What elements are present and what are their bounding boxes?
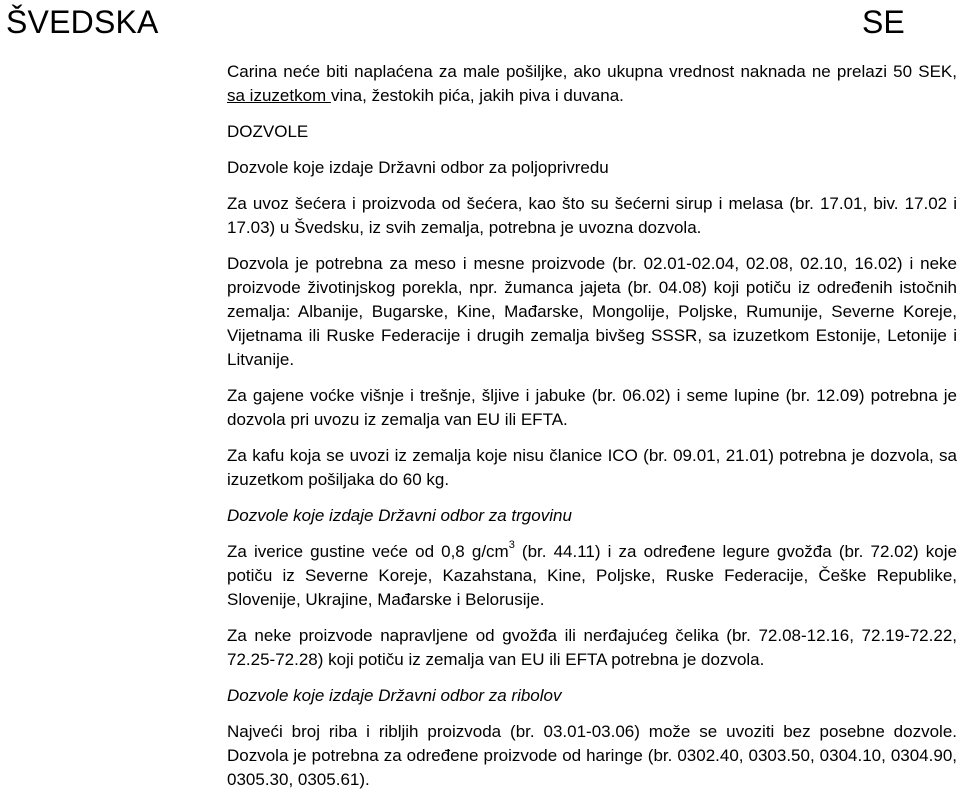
fruit-trees-permit-paragraph: Za gajene voćke višnje i trešnje, šljive i jabuke (br. 06.02) i seme lupine (br. 12.09) potrebna je dozvola pri uvozu iz zemalja van EU ili EFTA.: [227, 386, 957, 429]
subheading-agriculture-board: Dozvole koje izdaje Državni odbor za poljoprivredu: [227, 158, 609, 177]
underlined-text: sa izuzetkom: [227, 86, 331, 105]
meat-permit-paragraph: Dozvola je potrebna za meso i mesne proizvode (br. 02.01-02.04, 02.08, 02.10, 16.02) i neke proizvode životinjskog porekla, npr. žumanca jajeta (br. 04.08) koji potiču iz određenih istočnih zemalja: Albanije, Bugarske, Kine, Mađarske, Mongolije, Poljske, Rumunije, Severne Koreje, Vijetnama ili Ruske Federacije i drugih zemalja bivšeg SSSR, sa izuzetkom Estonije, Letonije i Litvanije.: [227, 254, 957, 369]
paragraph-text: Carina neće biti naplaćena za male pošiljke, ako ukupna vrednost naknada ne prelazi 50 SEK,: [227, 62, 957, 81]
country-code: SE: [862, 4, 905, 40]
sugar-permit-paragraph: Za uvoz šećera i proizvoda od šećera, kao što su šećerni sirup i melasa (br. 17.01, biv. 17.02 i 17.03) u Švedsku, iz svih zemalja, potrebna je uvozna dozvola.: [227, 194, 957, 237]
fish-permit-paragraph: Najveći broj riba i ribljih proizvoda (br. 03.01-03.06) može se uvoziti bez posebne dozvole. Dozvola je potrebna za određene proizvode od haringe (br. 0302.40, 0303.50, 0304.10, 0304.90, 0305.30, 0305.61).: [227, 722, 957, 789]
paragraph-text: (br. 44.11) i za određene legure gvožđa (br. 72.02) koje potiču iz Severne Koreje, Kazahstana, Kine, Poljske, Ruske Federacije, Češke Republike, Slovenije, Ukrajine, Mađarske i Belorusije.: [227, 542, 957, 609]
section-heading-permits: DOZVOLE: [227, 122, 309, 141]
document-body: [227, 60, 957, 792]
customs-exemption-paragraph: [227, 60, 957, 108]
subheading-fisheries-board: Dozvole koje izdaje Državni odbor za ribolov: [227, 686, 562, 705]
paragraph-text: Za iverice gustine veće od 0,8 g/cm: [227, 542, 509, 561]
superscript: 3: [508, 539, 515, 552]
coffee-permit-paragraph: Za kafu koja se uvozi iz zemalja koje nisu članice ICO (br. 09.01, 21.01) potrebna je dozvola, sa izuzetkom pošiljaka do 60 kg.: [227, 446, 957, 489]
steel-permit-paragraph: Za neke proizvode napravljene od gvožđa ili nerđajućeg čelika (br. 72.08-12.16, 72.19-72.22, 72.25-72.28) koji potiču iz zemalja van EU ili EFTA potrebna je dozvola.: [227, 626, 957, 669]
country-name-title: ŠVEDSKA: [6, 4, 159, 40]
subheading-trade-board: Dozvole koje izdaje Državni odbor za trgovinu: [227, 506, 572, 525]
particleboard-permit-paragraph: [227, 540, 957, 612]
page-header: [0, 0, 960, 48]
paragraph-text: vina, žestokih pića, jakih piva i duvana.: [330, 86, 624, 105]
